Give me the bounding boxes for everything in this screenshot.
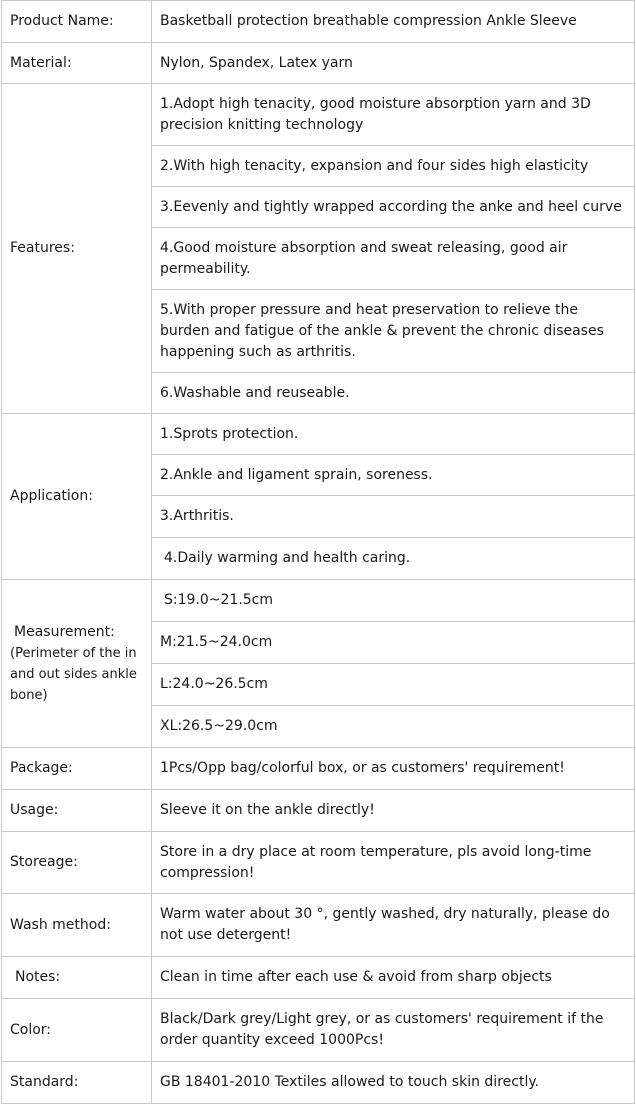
row-feature-1: [2, 84, 635, 146]
product-name-value: Basketball protection breathable compression Ankle Sleeve: [152, 1, 635, 43]
feature-item: 5.With proper pressure and heat preservation to relieve the burden and fatigue of the ankle & prevent the chronic diseases happening such as arthritis.: [152, 290, 635, 373]
row-package: [2, 748, 635, 790]
storage-value: Store in a dry place at room temperature, pls avoid long-time compression!: [152, 832, 635, 894]
notes-value: Clean in time after each use & avoid from sharp objects: [152, 957, 635, 999]
wash-label: Wash method:: [2, 894, 152, 957]
row-measurement-1: [2, 580, 635, 622]
feature-item: 6.Washable and reuseable.: [152, 373, 635, 414]
product-name-label: Product Name:: [2, 1, 152, 43]
row-wash: [2, 894, 635, 957]
notes-label: Notes:: [2, 957, 152, 999]
row-notes: [2, 957, 635, 999]
feature-item: 4.Good moisture absorption and sweat releasing, good air permeability.: [152, 228, 635, 290]
application-item: 1.Sprots protection.: [152, 414, 635, 455]
application-item: 3.Arthritis.: [152, 496, 635, 538]
row-material: [2, 43, 635, 84]
measurement-item: XL:26.5~29.0cm: [152, 706, 635, 748]
row-standard: [2, 1062, 635, 1104]
package-label: Package:: [2, 748, 152, 790]
row-product-name: [2, 1, 635, 43]
standard-value: GB 18401-2010 Textiles allowed to touch skin directly.: [152, 1062, 635, 1104]
feature-item: 1.Adopt high tenacity, good moisture absorption yarn and 3D precision knitting technology: [152, 84, 635, 146]
measurement-label: Measurement:: [14, 623, 115, 640]
application-item: 2.Ankle and ligament sprain, soreness.: [152, 455, 635, 496]
color-value: Black/Dark grey/Light grey, or as customers' requirement if the order quantity exceed 1000Pcs!: [152, 999, 635, 1062]
usage-label: Usage:: [2, 790, 152, 832]
storage-label: Storeage:: [2, 832, 152, 894]
measurement-item: M:21.5~24.0cm: [152, 622, 635, 664]
row-storage: [2, 832, 635, 894]
row-usage: [2, 790, 635, 832]
material-label: Material:: [2, 43, 152, 84]
feature-item: 2.With high tenacity, expansion and four sides high elasticity: [152, 146, 635, 187]
features-label: Features:: [2, 84, 152, 414]
usage-value: Sleeve it on the ankle directly!: [152, 790, 635, 832]
measurement-label-cell: [2, 580, 152, 748]
application-item: 4.Daily warming and health caring.: [152, 538, 635, 580]
wash-value: Warm water about 30 °, gently washed, dry naturally, please do not use detergent!: [152, 894, 635, 957]
measurement-item: L:24.0~26.5cm: [152, 664, 635, 706]
measurement-item: S:19.0~21.5cm: [152, 580, 635, 622]
color-label: Color:: [2, 999, 152, 1062]
package-value: 1Pcs/Opp bag/colorful box, or as customers' requirement!: [152, 748, 635, 790]
standard-label: Standard:: [2, 1062, 152, 1104]
feature-item: 3.Eevenly and tightly wrapped according the anke and heel curve: [152, 187, 635, 228]
application-label: Application:: [2, 414, 152, 580]
spec-table: [1, 0, 635, 1104]
row-color: [2, 999, 635, 1062]
measurement-sublabel: (Perimeter of the in and out sides ankle bone): [10, 645, 137, 703]
row-application-1: [2, 414, 635, 455]
material-value: Nylon, Spandex, Latex yarn: [152, 43, 635, 84]
